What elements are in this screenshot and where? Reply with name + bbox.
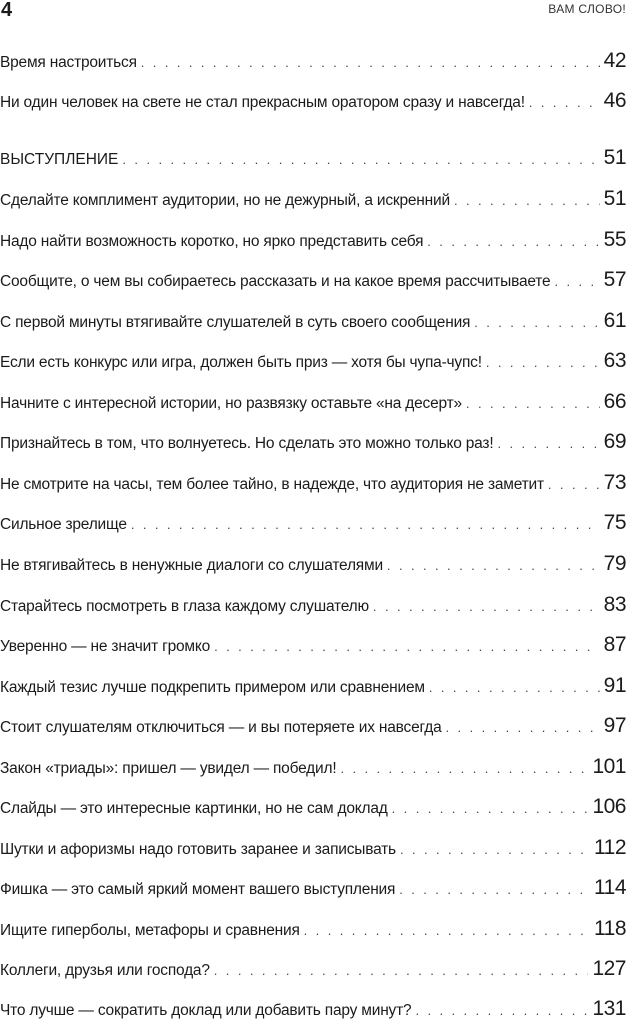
- toc-entry-title: Сделайте комплимент аудитории, но не дежурный, а искренний: [0, 192, 450, 209]
- toc-entry: [0, 48, 626, 74]
- toc-entry-page: 42: [603, 49, 626, 72]
- page-number: 4: [1, 0, 13, 21]
- dot-leader: [446, 715, 600, 739]
- toc-entry: [0, 673, 626, 699]
- toc-entry: [0, 632, 626, 658]
- toc-entry-page: 63: [603, 349, 626, 372]
- toc-entry-title: Ни один человек на свете не стал прекрасным оратором сразу и навсегда!: [0, 94, 525, 111]
- page-header: [0, 0, 626, 24]
- toc-entry: [0, 510, 626, 536]
- toc-entry: [0, 389, 626, 415]
- toc-entry-title: Уверенно — не значит громко: [0, 638, 211, 655]
- dot-leader: [529, 90, 600, 114]
- dot-leader: [340, 756, 588, 780]
- toc-section-heading: [0, 145, 626, 171]
- toc-entry-title: Что лучше — сократить доклад или добавить пару минут?: [0, 1002, 412, 1019]
- toc-entry-page: 61: [603, 309, 626, 332]
- toc-entry-page: 106: [592, 795, 626, 818]
- dot-leader: [214, 634, 600, 658]
- toc-entry-title: Старайтесь посмотреть в глаза каждому слушателю: [0, 598, 369, 615]
- toc-entry-title: Сообщите, о чем вы собираетесь рассказать и на какое время рассчитываете: [0, 273, 551, 290]
- toc-entry-page: 97: [603, 714, 626, 737]
- toc-entry-page: 127: [592, 957, 626, 980]
- dot-leader: [466, 391, 600, 415]
- toc-entry-page: 57: [603, 268, 626, 291]
- toc-entry-title: Стоит слушателям отключиться — и вы потеряете их навсегда: [0, 719, 442, 736]
- dot-leader: [474, 310, 599, 334]
- toc-entry-page: 51: [603, 187, 626, 210]
- toc-entry-page: 91: [603, 674, 626, 697]
- toc-entry: [0, 267, 626, 293]
- toc-entry-title: Не втягивайтесь в ненужные диалоги со слушателями: [0, 557, 383, 574]
- toc-entry: [0, 470, 626, 496]
- running-title: ВАМ СЛОВО!: [548, 2, 626, 16]
- toc-entry-page: 75: [603, 511, 626, 534]
- toc-entry-title: Признайтесь в том, что волнуетесь. Но сделать это можно только раз!: [0, 435, 494, 452]
- toc-entry: [0, 429, 626, 455]
- toc-entry-title: Не смотрите на часы, тем более тайно, в надежде, что аудитория не заметит: [0, 476, 544, 493]
- toc-entry-title: Закон «триады»: пришел — увидел — победил!: [0, 760, 337, 777]
- toc-entry: [0, 227, 626, 253]
- toc-entry-page: 73: [603, 471, 626, 494]
- toc-entry-page: 114: [594, 876, 626, 899]
- toc-entry: [0, 835, 626, 861]
- toc-entry-title: Ищите гиперболы, метафоры и сравнения: [0, 922, 300, 939]
- dot-leader: [486, 350, 600, 374]
- dot-leader: [548, 472, 600, 496]
- dot-leader: [429, 675, 600, 699]
- toc-entry-page: 87: [603, 633, 626, 656]
- toc-section-title: ВЫСТУПЛЕНИЕ: [0, 151, 119, 168]
- toc-entry-page: 131: [592, 997, 626, 1020]
- dot-leader: [131, 512, 600, 536]
- dot-leader: [415, 998, 588, 1022]
- toc-entry-title: Начните с интересной истории, но развязку оставьте «на десерт»: [0, 395, 462, 412]
- dot-leader: [392, 796, 589, 820]
- toc-entry-page: 112: [594, 836, 626, 859]
- toc-entry-page: 101: [592, 755, 626, 778]
- toc-entry-page: 55: [603, 228, 626, 251]
- toc-entry-title: Каждый тезис лучше подкрепить примером или сравнением: [0, 679, 425, 696]
- toc-entry: [0, 88, 626, 114]
- toc-entry-title: Шутки и афоризмы надо готовить заранее и записывать: [0, 841, 396, 858]
- toc-entry: [0, 996, 626, 1022]
- dot-leader: [454, 188, 600, 212]
- dot-leader: [427, 229, 599, 253]
- toc-entry: [0, 875, 626, 901]
- toc-entry-page: 118: [594, 917, 626, 940]
- toc-entry: [0, 551, 626, 577]
- dot-leader: [214, 958, 589, 982]
- toc-entry: [0, 754, 626, 780]
- toc-entry-page: 79: [603, 552, 626, 575]
- toc-entry-title: С первой минуты втягивайте слушателей в суть своего сообщения: [0, 314, 471, 331]
- dot-leader: [387, 553, 600, 577]
- toc-entry-title: Слайды — это интересные картинки, но не сам доклад: [0, 800, 388, 817]
- toc-entry: [0, 592, 626, 618]
- dot-leader: [122, 147, 599, 171]
- toc-entry-title: Сильное зрелище: [0, 516, 127, 533]
- toc-entry-page: 46: [603, 89, 626, 112]
- toc-entry-title: Надо найти возможность коротко, но ярко представить себя: [0, 233, 424, 250]
- toc-entry-page: 83: [603, 593, 626, 616]
- dot-leader: [497, 431, 599, 455]
- toc-entry-title: Время настроиться: [0, 54, 137, 71]
- toc-entry-page: 66: [603, 390, 626, 413]
- dot-leader: [141, 50, 600, 74]
- dot-leader: [400, 837, 590, 861]
- toc-entry: [0, 186, 626, 212]
- toc-entry: [0, 794, 626, 820]
- toc-entry-page: 51: [603, 146, 626, 169]
- toc-entry: [0, 348, 626, 374]
- toc-entry: [0, 308, 626, 334]
- toc-entry-title: Если есть конкурс или игра, должен быть приз — хотя бы чупа-чупс!: [0, 354, 482, 371]
- toc-entry: [0, 713, 626, 739]
- dot-leader: [373, 594, 600, 618]
- toc-entry: [0, 916, 626, 942]
- toc-entry-title: Фишка — это самый яркий момент вашего выступления: [0, 881, 396, 898]
- toc-entry: [0, 956, 626, 982]
- toc-entry-page: 69: [603, 430, 626, 453]
- dot-leader: [554, 269, 599, 293]
- dot-leader: [399, 877, 590, 901]
- dot-leader: [304, 918, 590, 942]
- toc-entry-title: Коллеги, друзья или господа?: [0, 962, 210, 979]
